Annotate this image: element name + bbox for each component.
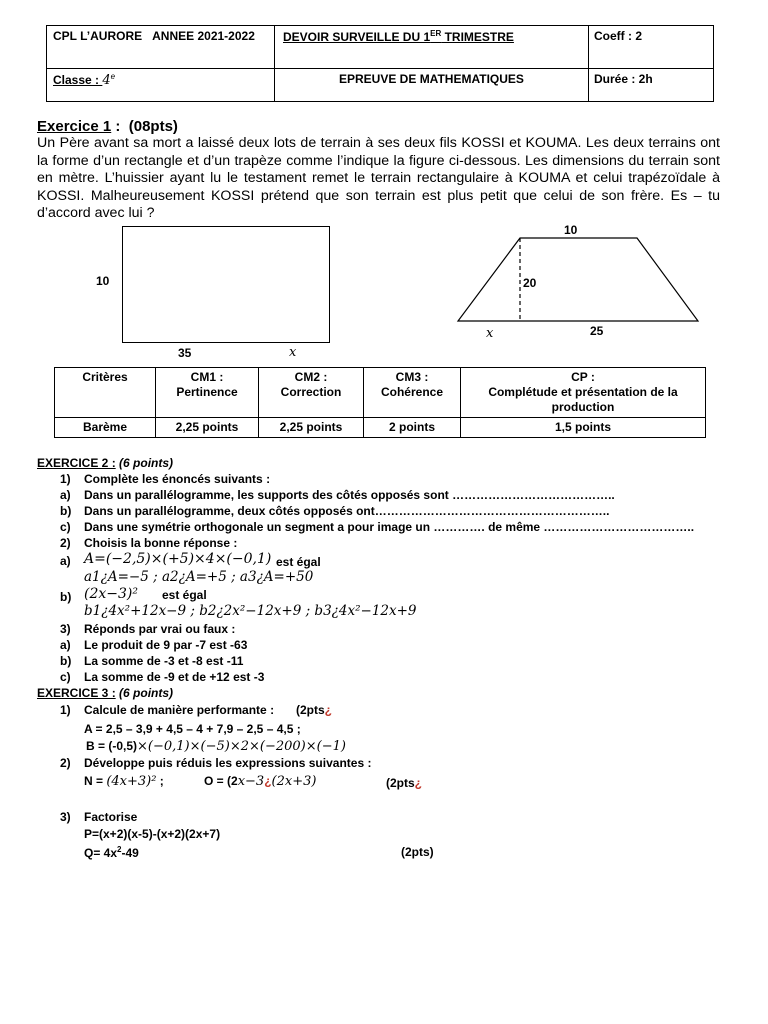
table-cell: CM2 : Correction [259, 368, 364, 418]
ex3-N: N = (4x+3)² ; [84, 774, 164, 789]
criteria-table [54, 367, 706, 438]
table-cell: CM3 : Cohérence [364, 368, 461, 418]
exercise3-title: EXERCICE 3 : (6 points) [37, 686, 174, 700]
table-row [55, 368, 706, 418]
item-number: 3) [60, 810, 71, 824]
rect-x-label: x [289, 345, 297, 360]
item-letter: b) [60, 590, 72, 604]
rect-width-label: 35 [178, 346, 192, 360]
ex2-choices-b: b1¿4x²+12x−9 ; b2¿2x²−12x+9 ; b3¿4x²−12x+9 [84, 603, 417, 619]
trap-bottom-label: 25 [590, 324, 604, 338]
table-cell: CM1 : Pertinence [156, 368, 259, 418]
ex3-q1: Calcule de manière performante : [84, 703, 275, 717]
ex2-q1: Complète les énoncés suivants : [84, 472, 271, 486]
exercise1-text: Un Père avant sa mort a laissé deux lots de terrain à ses deux fils KOSSI et KOUMA. Les deux terrains ont la forme d’un rectangle et d’un trapèze comme l’indique la figure ci-dessous. Les dimensions du terrain sont en mètre. L’huissier ayant lu le testament remet le terrain rectangulaire à KOUMA et celui trapézoïdale à KOSSI. Malheureusement KOSSI prétend que son terrain est plus petit que celui de son frère. Es – tu d’accord avec lui ? [37, 135, 720, 222]
ex3-line-b: B = (-0,5)×(−0,1)×(−5)×2×(−200)×(−1) [86, 739, 346, 754]
ex2-q2: Choisis la bonne réponse : [84, 536, 238, 550]
ex2-est-egal-a: est égal [276, 555, 321, 569]
trap-x-label: x [486, 326, 494, 341]
header-table [46, 25, 714, 102]
ex2-choices-a: a1¿A=−5 ; a2¿A=+5 ; a3¿A=+50 [84, 569, 314, 585]
ex3-O: O = (2x−3¿(2x+3) [204, 774, 317, 789]
ex2-qa: Dans un parallélogramme, les supports des côtés opposés sont ………………………………….. [84, 488, 615, 502]
ex3-q2: Développe puis réduis les expressions suivantes : [84, 756, 372, 770]
ex3-q2-points: (2pts¿ [386, 776, 423, 790]
ex2-q3: Réponds par vrai ou faux : [84, 622, 236, 636]
duree: Durée : 2h [594, 72, 653, 86]
classe: Classe : 4e [53, 72, 116, 88]
exercise1-title: Exercice 1 : (08pts) [37, 118, 178, 135]
rectangle-figure [122, 226, 330, 343]
table-cell: 2,25 points [259, 418, 364, 438]
table-cell: Barème [55, 418, 156, 438]
ex2-est-egal-b: est égal [162, 588, 207, 602]
item-number: 1) [60, 472, 71, 486]
item-letter: a) [60, 488, 71, 502]
header-divider [274, 26, 275, 101]
item-number: 2) [60, 536, 71, 550]
table-cell: Critères [55, 368, 156, 418]
ex2-qb: Dans un parallélogramme, deux côtés opposés ont………………………………………………….. [84, 504, 610, 518]
item-letter: c) [60, 670, 71, 684]
item-letter: c) [60, 520, 71, 534]
item-letter: b) [60, 654, 72, 668]
ex3-q1-points: (2pts¿ [296, 703, 333, 717]
table-cell: 2 points [364, 418, 461, 438]
header-divider [47, 68, 713, 69]
trap-height-label: 20 [523, 276, 537, 290]
ex2-qc3: La somme de -9 et de +12 est -3 [84, 670, 265, 684]
ex2-expr-b: (2x−3)² [84, 586, 138, 602]
ex3-P: P=(x+2)(x-5)-(x+2)(2x+7) [84, 827, 221, 841]
school-year: CPL L’AURORE ANNEE 2021-2022 [53, 29, 255, 43]
ex3-Q: $Q= 4x^2-49$ [84, 845, 139, 860]
table-cell: CP : Complétude et présentation de la production [461, 368, 706, 418]
item-number: 1) [60, 703, 71, 717]
devoir-title: DEVOIR SURVEILLE DU 1ER TRIMESTRE [283, 29, 514, 44]
header-divider [588, 26, 589, 101]
item-letter: b) [60, 504, 72, 518]
rect-height-label: 10 [96, 274, 110, 288]
ex3-q3: Factorise [84, 810, 138, 824]
ex2-qa3: Le produit de 9 par -7 est -63 [84, 638, 248, 652]
table-row [55, 418, 706, 438]
ex2-expr-a: A=(−2,5)×(+5)×4×(−0,1) [84, 551, 272, 567]
item-number: 3) [60, 622, 71, 636]
ex2-qb3: La somme de -3 et -8 est -11 [84, 654, 244, 668]
table-cell: 2,25 points [156, 418, 259, 438]
item-number: 2) [60, 756, 71, 770]
item-letter: a) [60, 638, 71, 652]
ex2-qc: Dans une symétrie orthogonale un segment a pour image un …………. de même ……………………………….. [84, 520, 695, 534]
table-cell: 1,5 points [461, 418, 706, 438]
epreuve: EPREUVE DE MATHEMATIQUES [339, 72, 524, 86]
ex3-q3-points: (2pts) [401, 845, 434, 859]
trapezoid-shape [458, 238, 698, 321]
exercise2-title: EXERCICE 2 : (6 points) [37, 456, 174, 470]
trapezoid-figure [450, 230, 710, 330]
trap-top-label: 10 [564, 223, 578, 237]
item-letter: a) [60, 554, 71, 568]
ex3-line-a: A = 2,5 – 3,9 + 4,5 – 4 + 7,9 – 2,5 – 4,5 ; [84, 722, 301, 736]
coeff: Coeff : 2 [594, 29, 642, 43]
